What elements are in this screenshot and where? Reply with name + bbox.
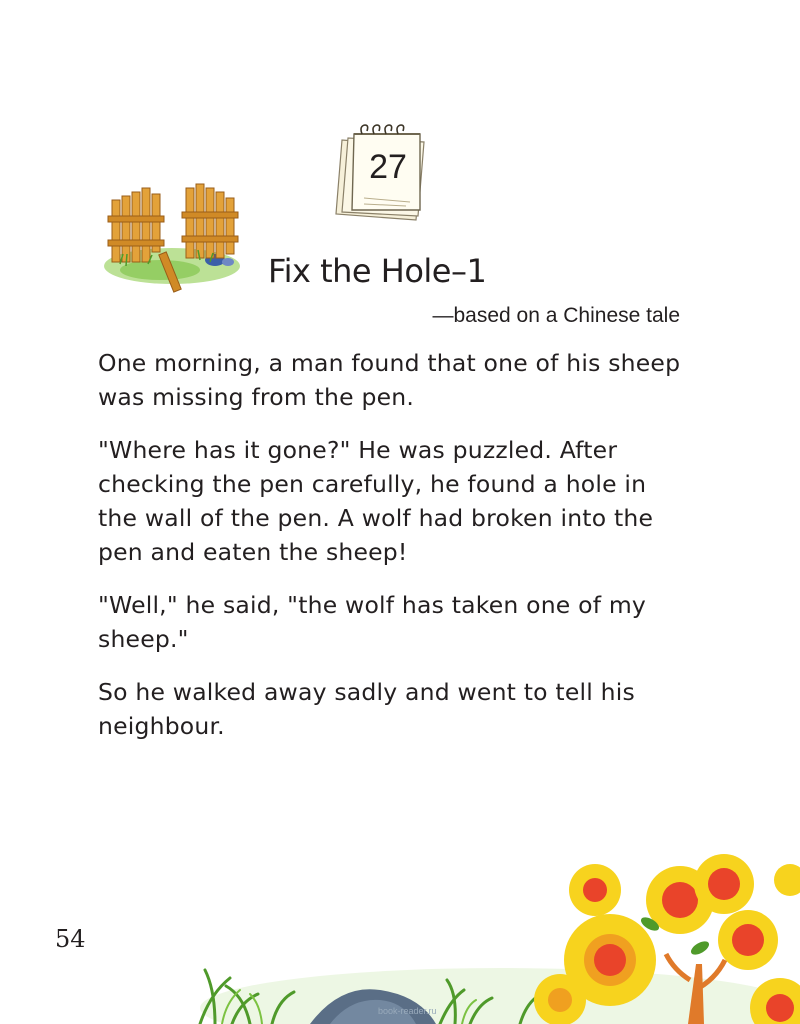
lesson-number: 27 — [369, 148, 407, 186]
flowers-and-grass-illustration — [0, 840, 800, 1024]
story-subtitle: —based on a Chinese tale — [432, 304, 680, 327]
paragraph: So he walked away sadly and went to tell his neighbour. — [98, 678, 635, 740]
paragraph: "Well," he said, "the wolf has taken one of my sheep." — [98, 591, 647, 653]
story-text — [98, 346, 688, 762]
story-title: Fix the Hole–1 — [268, 252, 487, 290]
paragraph: One morning, a man found that one of his sheep was missing from the pen. — [98, 349, 681, 411]
broken-fence-illustration — [100, 178, 245, 298]
calendar-icon — [330, 118, 430, 228]
paragraph: "Where has it gone?" He was puzzled. After checking the pen carefully, he found a hole in the wall of the pen. A wolf had broken into the pen and eaten the sheep! — [98, 436, 654, 566]
watermark: book-reader.ru — [378, 1006, 437, 1016]
page-number: 54 — [55, 925, 86, 953]
